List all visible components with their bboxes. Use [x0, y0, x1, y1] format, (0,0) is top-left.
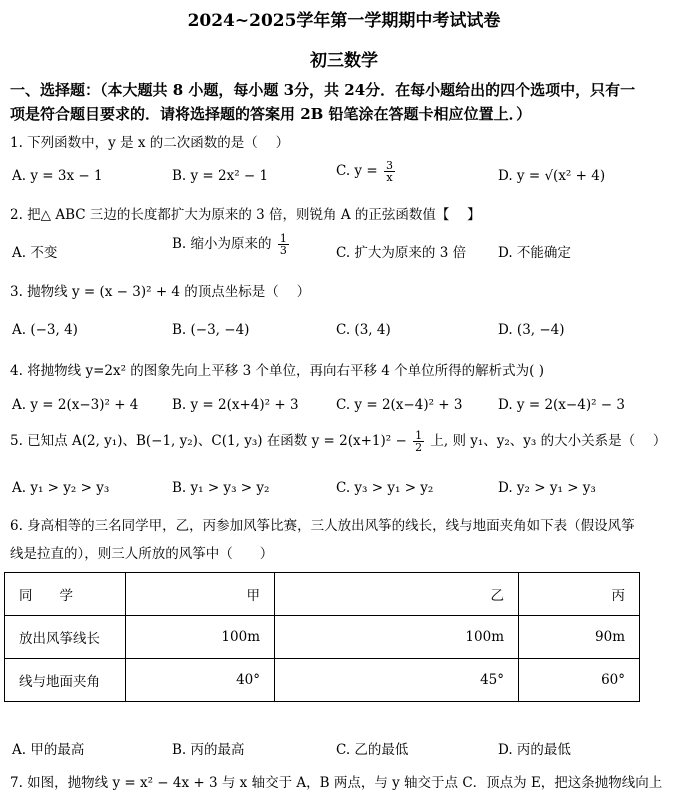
- fraction-denominator: 3: [279, 244, 287, 257]
- table-header-cell: 乙: [275, 573, 519, 616]
- page-title: 2024~2025学年第一学期期中考试试卷: [187, 11, 501, 31]
- question-5-option-c: C. y₃ > y₁ > y₂: [336, 480, 434, 496]
- question-4-stem: 4. 将抛物线 y=2x² 的图象先向上平移 3 个单位，再向右平移 4 个单位所得的解析式为( ): [10, 363, 544, 379]
- question-6-stem-line1: 6. 身高相等的三名同学甲，乙，丙参加风筝比赛，三人放出风筝的线长，线与地面夹角如下表（假设风筝: [10, 518, 635, 534]
- question-6-option-b: B. 丙的最高: [172, 742, 245, 758]
- fraction-numerator: 3: [385, 159, 393, 172]
- table-cell: 放出风筝线长: [5, 616, 126, 659]
- table-cell: 100m: [126, 616, 275, 659]
- question-1-option-c-prefix: C. y =: [336, 163, 378, 179]
- section-heading-line1: 一、选择题：（本大题共 8 小题，每小题 3分，共 24分．在每小题给出的四个选项中，只有一: [10, 81, 636, 99]
- question-5-stem: [10, 430, 670, 453]
- question-6-option-c: C. 乙的最低: [336, 742, 409, 758]
- question-3-option-c: C. (3, 4): [336, 322, 391, 338]
- section-heading-line2: 项是符合题目要求的．请将选择题的答案用 2B 铅笔涂在答题卡相应位置上．）: [10, 105, 532, 123]
- table-cell: 60°: [519, 659, 640, 702]
- question-4-option-d: D. y = 2(x−4)² − 3: [498, 397, 625, 413]
- question-2-option-c: C. 扩大为原来的 3 倍: [336, 245, 467, 261]
- question-1-option-c-fraction: [384, 160, 395, 183]
- question-1-option-b: B. y = 2x² − 1: [172, 168, 269, 184]
- question-2-option-a: A. 不变: [12, 245, 58, 261]
- page-subtitle: 初三数学: [310, 51, 378, 71]
- question-5-option-b: B. y₁ > y₃ > y₂: [172, 480, 270, 496]
- question-7-stem: 7. 如图，抛物线 y = x² − 4x + 3 与 x 轴交于 A，B 两点，与 y 轴交于点 C．顶点为 E，把这条抛物线向上: [10, 775, 663, 791]
- fraction-numerator: 1: [415, 429, 423, 442]
- question-1-option-a: A. y = 3x − 1: [12, 168, 103, 184]
- question-5-stem-prefix: 5. 已知点 A(2, y₁)、B(−1, y₂)、C(1, y₃) 在函数 y = 2(x+1)² −: [10, 433, 407, 449]
- question-6-option-d: D. 丙的最低: [498, 742, 571, 758]
- table-header-cell: 丙: [519, 573, 640, 616]
- question-5-option-d: D. y₂ > y₁ > y₃: [498, 480, 596, 496]
- question-3-option-a: A. (−3, 4): [12, 322, 78, 338]
- question-4-option-c: C. y = 2(x−4)² + 3: [336, 397, 463, 413]
- table-row: [5, 573, 640, 616]
- table-row: [5, 616, 640, 659]
- fraction-denominator: 2: [415, 441, 423, 454]
- fraction-numerator: 1: [279, 232, 287, 245]
- question-4-option-a: A. y = 2(x−3)² + 4: [12, 397, 139, 413]
- table-row: [5, 659, 640, 702]
- question-1-option-d: D. y = √(x² + 4): [498, 168, 606, 184]
- question-3-option-d: D. (3, −4): [498, 322, 565, 338]
- kite-data-table: [4, 572, 640, 702]
- question-6-option-a: A. 甲的最高: [12, 742, 85, 758]
- fraction-denominator: x: [386, 171, 393, 184]
- table-cell: 40°: [126, 659, 275, 702]
- question-2-option-b-fraction: [278, 233, 289, 256]
- question-1-stem: 1. 下列函数中，y 是 x 的二次函数的是（ ）: [10, 135, 290, 151]
- table-header-cell: 甲: [126, 573, 275, 616]
- question-2-stem: 2. 把△ ABC 三边的长度都扩大为原来的 3 倍，则锐角 A 的正弦函数值【 】: [10, 207, 481, 223]
- question-2-option-b: [172, 232, 291, 256]
- question-2-option-d: D. 不能确定: [498, 245, 571, 261]
- question-3-stem: 3. 抛物线 y = (x − 3)² + 4 的顶点坐标是（ ）: [10, 284, 311, 300]
- question-2-option-b-prefix: B. 缩小为原来的: [172, 236, 272, 252]
- question-4-option-b: B. y = 2(x+4)² + 3: [172, 397, 299, 413]
- table-header-cell: 同 学: [5, 573, 126, 616]
- table-cell: 45°: [275, 659, 519, 702]
- question-6-stem-line2: 线是拉直的），则三人所放的风筝中（ ）: [10, 546, 274, 562]
- question-3-option-b: B. (−3, −4): [172, 322, 250, 338]
- question-5-option-a: A. y₁ > y₂ > y₃: [12, 480, 110, 496]
- question-1-option-c: [336, 160, 397, 183]
- table-cell: 线与地面夹角: [5, 659, 126, 702]
- question-5-stem-suffix: 上, 则 y₁、y₂、y₃ 的大小关系是（ ）: [430, 433, 667, 449]
- table-cell: 90m: [519, 616, 640, 659]
- table-cell: 100m: [275, 616, 519, 659]
- question-5-stem-fraction: [413, 430, 424, 453]
